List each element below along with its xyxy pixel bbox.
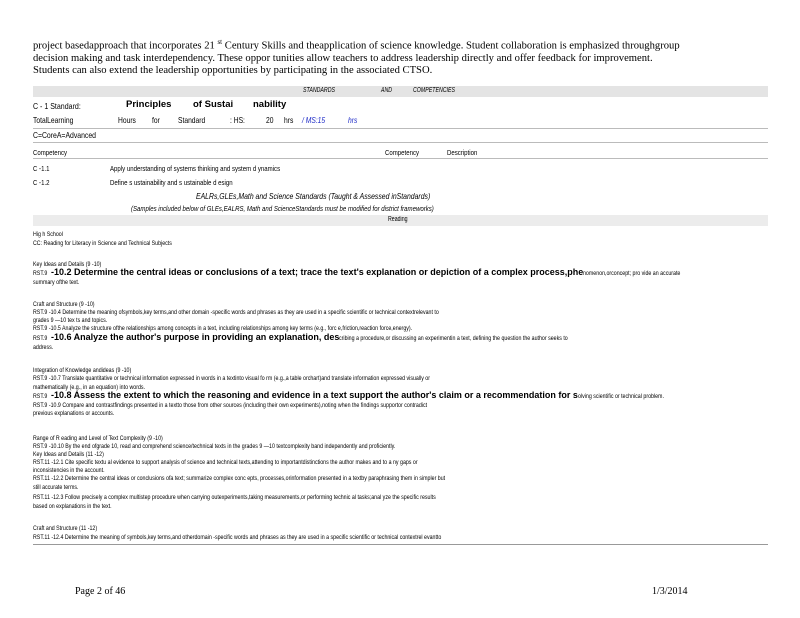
line-highlight: -10.8 Assess the extent to which the reasoning and evidence in a text support the author's claim or a recommendation for s <box>50 391 578 400</box>
line-prefix: RST.11 -12.2 Determine the central ideas or conclusions ofa text; summarize complex conc epts, processes,orinformation presented in a textby paraphrasing them in simpler but <box>33 475 446 482</box>
line-prefix: inconsistencies in the account. <box>33 467 105 474</box>
header-standards: STANDARDS <box>303 87 335 94</box>
line-prefix: mathematically (e.g., in an equation) into words. <box>33 384 146 391</box>
line-prefix: RST.9 -10.10 By the end ofgrade 10, read and comprehend science/technical texts in the grades 9 —10 textcomplexity band independently and proficiently. <box>33 443 396 450</box>
description-col-header: Description <box>447 148 478 157</box>
standard-line <box>33 279 773 287</box>
standard-line <box>33 484 773 492</box>
competency-col-header-2: Competency <box>385 148 420 157</box>
hs-hours: 20 <box>266 116 274 125</box>
section-heading <box>33 435 773 443</box>
standard-line <box>33 503 773 511</box>
page-number: Page 2 of 46 <box>75 586 126 597</box>
hours-label: Hours <box>118 116 136 125</box>
header-competencies: COMPETENCIES <box>413 87 456 94</box>
intro-line-1-b: Century Skills and theapplication of science knowledge. Student collaboration is emphasized throughgroup <box>224 40 680 52</box>
standard-line <box>33 410 773 418</box>
standard-code: C - 1 Standard: <box>33 101 81 111</box>
line-prefix: RST.9 -10.4 Determine the meaning ofsymbols,key terms,and other domain -specific words and phrases as they are used in a specific scientific or technical contextrelevant to <box>33 309 439 316</box>
standard-line <box>33 317 773 325</box>
standard-title-3: nability <box>253 99 287 110</box>
ms-hours: / MS:15 <box>302 116 326 125</box>
line-prefix: still accurate terms. <box>33 484 79 491</box>
line-highlight: -10.2 Determine the central ideas or conclusions of a text; trace the text's explanation or depiction of a complex process,phe <box>50 268 584 277</box>
standard-title-1: Principles <box>126 99 172 110</box>
divider <box>33 158 768 159</box>
standard-title-2: of Sustai <box>193 99 234 110</box>
core-advanced-legend: C=CoreA=Advanced <box>33 130 96 140</box>
cc-reading-label: CC: Reading for Literacy in Science and Technical Subjects <box>33 240 172 247</box>
competency-text-2: Define s ustainability and s ustainable d esign <box>110 178 233 187</box>
standard-line <box>33 494 773 502</box>
reading-label: Reading <box>388 216 408 223</box>
line-prefix: RST.9 <box>33 335 48 342</box>
header-and: AND <box>381 87 393 94</box>
line-suffix: cribing a procedure,or discussing an experimentin a text, defining the question the author seeks to <box>339 335 569 342</box>
intro-paragraph <box>33 36 773 77</box>
divider <box>33 544 768 545</box>
competency-text-1: Apply understanding of systems thinking and system d ynamics <box>110 164 281 173</box>
divider <box>33 128 768 129</box>
for-label: for <box>152 116 160 125</box>
standard-line <box>33 443 773 451</box>
section-heading-text: Range of R eading and Level of Text Complexity (9 -10) <box>33 435 163 442</box>
standard-line <box>33 344 773 352</box>
divider <box>33 142 768 143</box>
line-prefix: based on explanations in the text. <box>33 503 112 510</box>
line-suffix: nomenon,orconcept; pro vide an accurate <box>583 270 681 277</box>
line-prefix: RST.9 -10.7 Translate quantitative or technical information expressed in words in a textinto visual fo rm (e.g.,a table orchart)and translate information expressed visually or <box>33 375 430 382</box>
footer-date: 1/3/2014 <box>652 586 688 597</box>
line-prefix: RST.9 <box>33 270 48 277</box>
line-prefix: Key Ideas and Details (11 -12) <box>33 451 104 458</box>
section-heading-text: Key Ideas and Details (9 -10) <box>33 261 102 268</box>
standard-line <box>33 459 773 467</box>
competency-code-2: C -1.2 <box>33 178 50 187</box>
intro-line-1 <box>33 36 773 53</box>
intro-line-1-a: project basedapproach that incorporates 21 <box>33 40 215 52</box>
line-prefix: grades 9 —10 tex ts and topics. <box>33 317 108 324</box>
competency-code-1: C -1.1 <box>33 164 50 173</box>
line-suffix: olving scientific or technical problem. <box>577 393 664 400</box>
line-prefix: RST.11 -12.1 Cite specific textu al evidence to support analysis of science and technical texts,attending to importantdistinctions the author makes and to a ny gaps or <box>33 459 418 466</box>
ms-hrs: hrs <box>348 116 358 125</box>
high-school-label: Hig h School <box>33 231 63 238</box>
line-prefix: RST.11 -12.4 Determine the meaning of symbols,key terms,and otherdomain -specific words and phrases as they are used in a specific scientific or technical contextrel evantto <box>33 534 442 541</box>
section-heading <box>33 525 773 533</box>
reading-bar <box>33 215 768 226</box>
line-prefix: summary ofthe text. <box>33 279 80 286</box>
line-prefix: RST.11 -12.3 Follow precisely a complex multistep procedure when carrying outexperiments,taking measurements,or performing technic al tasks;anal yze the specific results <box>33 494 436 501</box>
standard-line <box>33 451 773 459</box>
standards-header-bar <box>33 86 768 97</box>
total-learning-label: TotalLearning <box>33 116 74 125</box>
intro-line-3: Students can also extend the leadership opportunities by participating in the associated CTSO. <box>33 64 433 76</box>
standard-line <box>33 467 773 475</box>
standard-line <box>33 309 773 317</box>
hs-label: : HS: <box>230 116 245 125</box>
standard-line <box>33 475 773 483</box>
line-prefix: RST.9 <box>33 393 48 400</box>
section-heading-text: Craft and Structure (9 -10) <box>33 301 95 308</box>
standard-line <box>33 268 773 278</box>
ealrs-heading: EALRs,GLEs,Math and Science Standards (Taught & Assessed inStandards) <box>196 191 431 201</box>
standard-line <box>33 534 773 542</box>
standard-line <box>33 402 773 410</box>
section-heading-text: Integration of Knowledge andideas (9 -10) <box>33 367 132 374</box>
line-highlight: -10.6 Analyze the author's purpose in providing an explanation, des <box>50 333 340 342</box>
line-prefix: address. <box>33 344 54 351</box>
section-heading <box>33 301 773 309</box>
intro-superscript: st <box>217 38 223 46</box>
standard-line <box>33 333 773 343</box>
line-prefix: previous explanations or accounts. <box>33 410 115 417</box>
section-heading <box>33 367 773 375</box>
hs-hrs: hrs <box>284 116 294 125</box>
competency-col-header: Competency <box>33 148 68 157</box>
line-prefix: RST.9 -10.5 Analyze the structure ofthe relationships among concepts in a text, including relationships among key terms (e.g., forc e,friction,reaction force,energy). <box>33 325 413 332</box>
standard-line <box>33 391 773 401</box>
standard-line <box>33 375 773 383</box>
standard-label: Standard <box>178 116 206 125</box>
intro-line-2: decision making and task interdependency. These oppor tunities allow teachers to address leadership directly and offer feedback for improvement. <box>33 52 653 64</box>
ealrs-subheading: (Samples included below of GLEs,EALRS, Math and ScienceStandards must be modified for district frameworks) <box>131 204 434 213</box>
section-heading-text: Craft and Structure (11 -12) <box>33 525 98 532</box>
line-prefix: RST.9 -10.9 Compare and contrastfindings presented in a textto those from other sources (including their own experiments),noting when the findings supportor contradict <box>33 402 428 409</box>
standard-line <box>33 325 773 333</box>
